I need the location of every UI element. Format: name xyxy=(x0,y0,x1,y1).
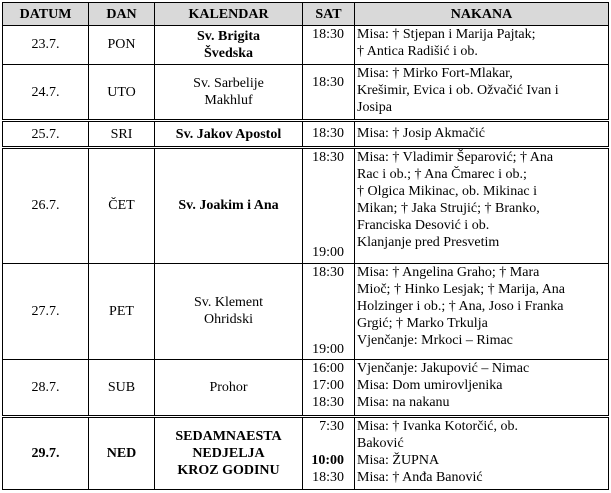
cell-dan: PET xyxy=(89,263,155,359)
header-datum: DATUM xyxy=(3,3,89,26)
kalendar-line: SEDAMNAESTA xyxy=(175,428,282,444)
kalendar-line: Makhluf xyxy=(204,93,253,108)
cell-dan: UTO xyxy=(89,64,155,121)
cell-kalendar xyxy=(155,263,303,359)
cell-kalendar xyxy=(155,64,303,121)
cell-sat xyxy=(303,64,355,121)
time-value: 16:00 xyxy=(312,361,344,376)
cell-sat xyxy=(303,416,355,489)
header-nakana: NAKANA xyxy=(355,3,609,26)
kalendar-line: Švedska xyxy=(203,45,254,61)
cell-dan: SRI xyxy=(89,121,155,147)
time-value: 19:00 xyxy=(312,341,344,357)
cell-dan: PON xyxy=(89,26,155,65)
cell-datum: 24.7. xyxy=(3,64,89,121)
cell-datum: 27.7. xyxy=(3,263,89,359)
schedule-table xyxy=(2,2,609,490)
cell-nakana xyxy=(355,121,609,147)
nakana-line: Misa: † Stjepan i Marija Pajtak; xyxy=(357,27,536,42)
cell-nakana xyxy=(355,64,609,121)
header-kalendar: KALENDAR xyxy=(155,3,303,26)
table-row xyxy=(3,263,609,359)
table-row xyxy=(3,360,609,417)
kalendar-line: KROZ GODINU xyxy=(177,462,280,478)
nakana-line: Misa: † Ivanka Kotorčić, ob. xyxy=(357,418,518,434)
kalendar-line: Sv. Jakov Apostol xyxy=(175,126,282,142)
nakana-line: † Antica Radišić i ob. xyxy=(357,44,478,59)
table-row xyxy=(3,147,609,263)
nakana-line: Misa: ŽUPNA xyxy=(357,452,440,468)
nakana-line: Misa: † Anđa Banović xyxy=(357,469,483,485)
cell-nakana xyxy=(355,360,609,417)
cell-dan: SUB xyxy=(89,360,155,417)
nakana-line: Grgić; † Marko Trkulja xyxy=(357,315,488,331)
time-value: 18:30 xyxy=(312,74,344,90)
nakana-line: Misa: na nakanu xyxy=(357,395,450,410)
nakana-line: † Olgica Mikinac, ob. Mikinac i xyxy=(357,183,538,199)
nakana-line: Misa: † Josip Akmačić xyxy=(357,126,485,142)
header-row xyxy=(3,3,609,26)
nakana-line: Mikan; † Jaka Strujić; † Branko, xyxy=(357,200,540,216)
nakana-line: Misa: Dom umirovljenika xyxy=(357,378,503,393)
kalendar-line: Sv. Klement xyxy=(193,295,264,311)
cell-datum: 26.7. xyxy=(3,147,89,263)
kalendar-line: NEDJELJA xyxy=(192,445,265,461)
cell-sat xyxy=(303,147,355,263)
time-value: 7:30 xyxy=(319,418,344,434)
nakana-line: Misa: † Vladimir Šeparović; † Ana xyxy=(357,149,554,165)
header-dan: DAN xyxy=(89,3,155,26)
time-value: 19:00 xyxy=(312,244,344,260)
cell-nakana xyxy=(355,416,609,489)
table-row xyxy=(3,64,609,121)
nakana-line: Klanjanje pred Presvetim xyxy=(357,234,500,250)
cell-sat xyxy=(303,26,355,65)
cell-nakana xyxy=(355,147,609,263)
table-row xyxy=(3,26,609,65)
kalendar-line: Sv. Brigita xyxy=(196,28,260,44)
nakana-line: Vjenčanje: Jakupović – Nimac xyxy=(357,361,530,376)
kalendar-line: Prohor xyxy=(209,379,248,395)
cell-dan: ČET xyxy=(89,147,155,263)
kalendar-line: Sv. Sarbelije xyxy=(193,76,264,91)
table-row xyxy=(3,416,609,489)
cell-datum: 29.7. xyxy=(3,416,89,489)
nakana-line: Krešimir, Evica i ob. Ožvačić Ivan i xyxy=(357,82,559,98)
nakana-line: Holzinger i ob.; † Ana, Joso i Franka xyxy=(357,298,564,314)
time-value: 10:00 xyxy=(311,452,344,468)
cell-datum: 28.7. xyxy=(3,360,89,417)
nakana-line: Baković xyxy=(357,435,404,451)
cell-sat xyxy=(303,360,355,417)
cell-kalendar xyxy=(155,360,303,417)
cell-kalendar xyxy=(155,416,303,489)
cell-sat xyxy=(303,263,355,359)
kalendar-line: Sv. Joakim i Ana xyxy=(178,198,279,214)
cell-kalendar xyxy=(155,26,303,65)
cell-kalendar xyxy=(155,147,303,263)
time-value: 18:30 xyxy=(312,126,344,142)
cell-datum: 23.7. xyxy=(3,26,89,65)
cell-nakana xyxy=(355,263,609,359)
nakana-line: Misa: † Mirko Fort-Mlakar, xyxy=(357,65,513,81)
cell-sat xyxy=(303,121,355,147)
nakana-line: Josipa xyxy=(357,99,392,115)
header-sat: SAT xyxy=(303,3,355,26)
cell-dan: NED xyxy=(89,416,155,489)
nakana-line: Rac i ob.; † Ana Čmarec i ob.; xyxy=(357,166,527,182)
time-value: 18:30 xyxy=(312,469,344,485)
nakana-line: Franciska Desović i ob. xyxy=(357,217,490,233)
nakana-line: Misa: † Angelina Graho; † Mara xyxy=(357,264,540,280)
time-value: 18:30 xyxy=(312,27,344,42)
nakana-line: Mioč; † Hinko Lesjak; † Marija, Ana xyxy=(357,281,566,297)
table-row xyxy=(3,121,609,147)
nakana-line: Vjenčanje: Mrkoci – Rimac xyxy=(357,332,513,348)
cell-kalendar xyxy=(155,121,303,147)
time-value: 18:30 xyxy=(312,264,344,280)
cell-nakana xyxy=(355,26,609,65)
time-value: 18:30 xyxy=(312,149,344,165)
time-value: 17:00 xyxy=(312,378,344,393)
cell-datum: 25.7. xyxy=(3,121,89,147)
kalendar-line: Ohridski xyxy=(204,312,253,328)
time-value: 18:30 xyxy=(312,395,344,410)
